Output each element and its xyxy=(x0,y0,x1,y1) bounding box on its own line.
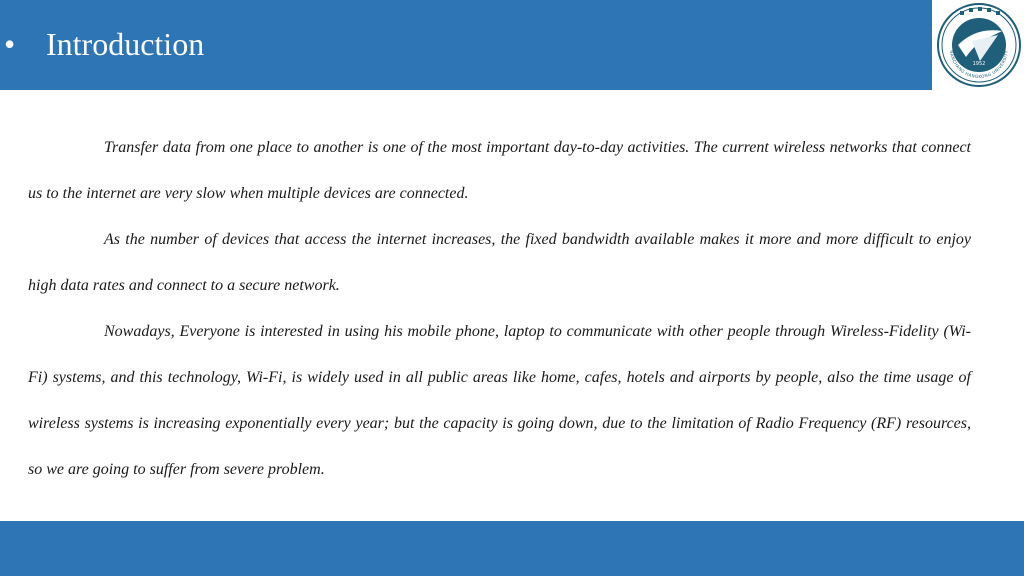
content-body xyxy=(28,125,971,493)
paragraph-2: As the number of devices that access the internet increases, the fixed bandwidth available makes it more and more difficult to enjoy high data rates and connect to a secure network. xyxy=(28,231,971,294)
paragraph-1: Transfer data from one place to another is one of the most important day-to-day activities. The current wireless networks that connect us to the internet are very slow when multiple devices are connected. xyxy=(28,139,971,202)
title-bullet: • xyxy=(4,26,16,62)
seal-ring-text: NANCHANG HANGKONG UNIVERSITY xyxy=(948,50,1009,80)
seal-year: 1952 xyxy=(972,61,986,67)
paragraph-3: Nowadays, Everyone is interested in using his mobile phone, laptop to communicate with other people through Wireless-Fidelity (Wi-Fi) systems, and this technology, Wi-Fi, is widely used in all public areas like home, cafes, hotels and airports by people, also the time usage of wireless systems is increasing exponentially every year; but the capacity is going down, due to the limitation of Radio Frequency (RF) resources, so we are going to suffer from severe problem. xyxy=(28,323,971,478)
footer-bar xyxy=(0,521,1024,576)
title-text: Introduction xyxy=(46,26,205,62)
university-logo xyxy=(934,0,1024,90)
slide-title xyxy=(0,0,932,90)
university-seal-icon xyxy=(936,1,1022,89)
